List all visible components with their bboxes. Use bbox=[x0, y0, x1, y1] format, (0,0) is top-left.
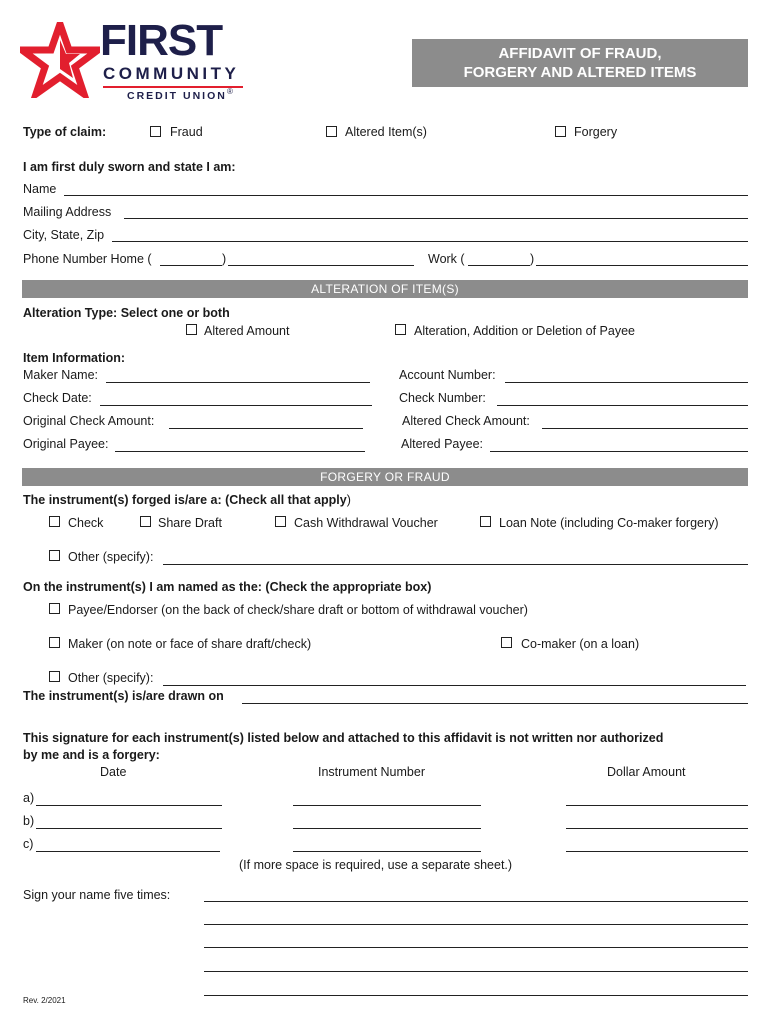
row-c-amount-field[interactable] bbox=[566, 851, 748, 852]
row-b-amount-field[interactable] bbox=[566, 828, 748, 829]
mailing-address-field[interactable] bbox=[124, 218, 748, 219]
cash-withdrawal-label: Cash Withdrawal Voucher bbox=[294, 516, 438, 530]
logo-credit-union-text: CREDIT UNION bbox=[127, 90, 227, 102]
drawn-on-field[interactable] bbox=[242, 703, 748, 704]
dollar-amount-column-header: Dollar Amount bbox=[607, 765, 686, 779]
logo-rule bbox=[103, 86, 243, 88]
more-space-note: (If more space is required, use a separate sheet.) bbox=[239, 858, 513, 872]
payee-endorser-label: Payee/Endorser (on the back of check/share draft or bottom of withdrawal voucher) bbox=[68, 603, 528, 617]
phone-home-field[interactable] bbox=[228, 265, 414, 266]
maker-name-label: Maker Name: bbox=[23, 368, 99, 382]
instrument-heading-close: ) bbox=[346, 493, 351, 507]
signature-line-5[interactable] bbox=[204, 995, 748, 996]
check-instrument-checkbox[interactable] bbox=[49, 516, 60, 527]
co-maker-label: Co-maker (on a loan) bbox=[521, 637, 640, 651]
altered-amount-label: Altered Amount bbox=[204, 324, 290, 338]
loan-note-label: Loan Note (including Co-maker forgery) bbox=[499, 516, 719, 530]
row-a-date-field[interactable] bbox=[36, 805, 222, 806]
altered-payee-field[interactable] bbox=[490, 451, 748, 452]
payee-alteration-label: Alteration, Addition or Deletion of Payee bbox=[414, 324, 635, 338]
payee-alteration-checkbox[interactable] bbox=[395, 324, 406, 335]
maker-checkbox[interactable] bbox=[49, 637, 60, 648]
name-label: Name bbox=[23, 182, 57, 196]
account-number-label: Account Number: bbox=[399, 368, 496, 382]
sworn-heading: I am first duly sworn and state I am: bbox=[23, 160, 236, 174]
row-a-label: a) bbox=[23, 791, 35, 805]
signature-line-1[interactable] bbox=[204, 901, 748, 902]
phone-home-label: Phone Number Home ( bbox=[23, 252, 152, 266]
original-payee-label: Original Payee: bbox=[23, 437, 109, 451]
altered-items-label: Altered Item(s) bbox=[345, 125, 427, 139]
form-title bbox=[412, 39, 748, 87]
maker-name-field[interactable] bbox=[106, 382, 370, 383]
forgery-label: Forgery bbox=[574, 125, 618, 139]
phone-home-area-field[interactable] bbox=[160, 265, 222, 266]
row-c-date-field[interactable] bbox=[36, 851, 220, 852]
drawn-on-label: The instrument(s) is/are drawn on bbox=[23, 689, 224, 703]
phone-work-close: ) bbox=[530, 252, 535, 266]
revision-label: Rev. 2/2021 bbox=[23, 996, 66, 1005]
original-payee-field[interactable] bbox=[115, 451, 365, 452]
row-a-instrument-field[interactable] bbox=[293, 805, 481, 806]
row-b-date-field[interactable] bbox=[36, 828, 222, 829]
maker-label: Maker (on note or face of share draft/check) bbox=[68, 637, 312, 651]
check-number-field[interactable] bbox=[497, 405, 748, 406]
city-state-zip-field[interactable] bbox=[112, 241, 748, 242]
named-heading: On the instrument(s) I am named as the: (Check the appropriate box) bbox=[23, 580, 432, 594]
instrument-number-column-header: Instrument Number bbox=[318, 765, 425, 779]
phone-work-field[interactable] bbox=[536, 265, 748, 266]
altered-items-checkbox[interactable] bbox=[326, 126, 337, 137]
original-amount-label: Original Check Amount: bbox=[23, 414, 155, 428]
row-c-instrument-field[interactable] bbox=[293, 851, 481, 852]
loan-note-checkbox[interactable] bbox=[480, 516, 491, 527]
logo-registered-mark: ® bbox=[227, 87, 233, 96]
instrument-heading bbox=[23, 493, 351, 508]
check-date-label: Check Date: bbox=[23, 391, 92, 405]
date-column-header: Date bbox=[100, 765, 127, 779]
altered-amount-checkbox[interactable] bbox=[186, 324, 197, 335]
other-instrument-field[interactable] bbox=[163, 564, 748, 565]
check-number-label: Check Number: bbox=[399, 391, 486, 405]
signature-line-3[interactable] bbox=[204, 947, 748, 948]
statement-line1: This signature for each instrument(s) listed below and attached to this affidavit is not written nor authorized bbox=[23, 731, 664, 745]
row-a-amount-field[interactable] bbox=[566, 805, 748, 806]
forgery-checkbox[interactable] bbox=[555, 126, 566, 137]
co-maker-checkbox[interactable] bbox=[501, 637, 512, 648]
item-info-heading: Item Information: bbox=[23, 351, 126, 365]
mailing-address-label: Mailing Address bbox=[23, 205, 112, 219]
logo-first-text: FIRST bbox=[100, 16, 223, 65]
other-instrument-checkbox[interactable] bbox=[49, 550, 60, 561]
share-draft-checkbox[interactable] bbox=[140, 516, 151, 527]
check-instrument-label: Check bbox=[68, 516, 104, 530]
form-title-line2: FORGERY AND ALTERED ITEMS bbox=[463, 64, 697, 81]
account-number-field[interactable] bbox=[505, 382, 748, 383]
star-logo-icon bbox=[20, 22, 100, 98]
phone-work-area-field[interactable] bbox=[468, 265, 530, 266]
alteration-section-bar: ALTERATION OF ITEM(S) bbox=[22, 280, 748, 298]
forgery-section-bar: FORGERY OR FRAUD bbox=[22, 468, 748, 486]
instrument-heading-text: The instrument(s) forged is/are a: (Check all that apply bbox=[23, 493, 347, 507]
share-draft-label: Share Draft bbox=[158, 516, 222, 530]
fraud-checkbox[interactable] bbox=[150, 126, 161, 137]
row-c-label: c) bbox=[23, 837, 34, 851]
fraud-label: Fraud bbox=[170, 125, 203, 139]
altered-payee-label: Altered Payee: bbox=[401, 437, 483, 451]
row-b-instrument-field[interactable] bbox=[293, 828, 481, 829]
alteration-type-label: Alteration Type: Select one or both bbox=[23, 306, 230, 320]
row-b-label: b) bbox=[23, 814, 35, 828]
sign-name-label: Sign your name five times: bbox=[23, 888, 171, 902]
altered-check-amount-field[interactable] bbox=[542, 428, 748, 429]
form-title-line1: AFFIDAVIT OF FRAUD, bbox=[498, 45, 662, 62]
payee-endorser-checkbox[interactable] bbox=[49, 603, 60, 614]
phone-work-label: Work ( bbox=[428, 252, 465, 266]
logo-community-text: COMMUNITY bbox=[103, 64, 240, 83]
signature-line-4[interactable] bbox=[204, 971, 748, 972]
original-amount-field[interactable] bbox=[169, 428, 363, 429]
cash-withdrawal-checkbox[interactable] bbox=[275, 516, 286, 527]
signature-line-2[interactable] bbox=[204, 924, 748, 925]
other-named-label: Other (specify): bbox=[68, 671, 154, 685]
city-state-zip-label: City, State, Zip bbox=[23, 228, 105, 242]
phone-home-close: ) bbox=[222, 252, 227, 266]
name-field[interactable] bbox=[64, 195, 748, 196]
statement-line2: by me and is a forgery: bbox=[23, 748, 160, 762]
other-named-checkbox[interactable] bbox=[49, 671, 60, 682]
claim-type-label: Type of claim: bbox=[23, 125, 107, 139]
other-named-field[interactable] bbox=[163, 685, 746, 686]
check-date-field[interactable] bbox=[100, 405, 372, 406]
other-instrument-label: Other (specify): bbox=[68, 550, 154, 564]
altered-check-amount-label: Altered Check Amount: bbox=[402, 414, 530, 428]
